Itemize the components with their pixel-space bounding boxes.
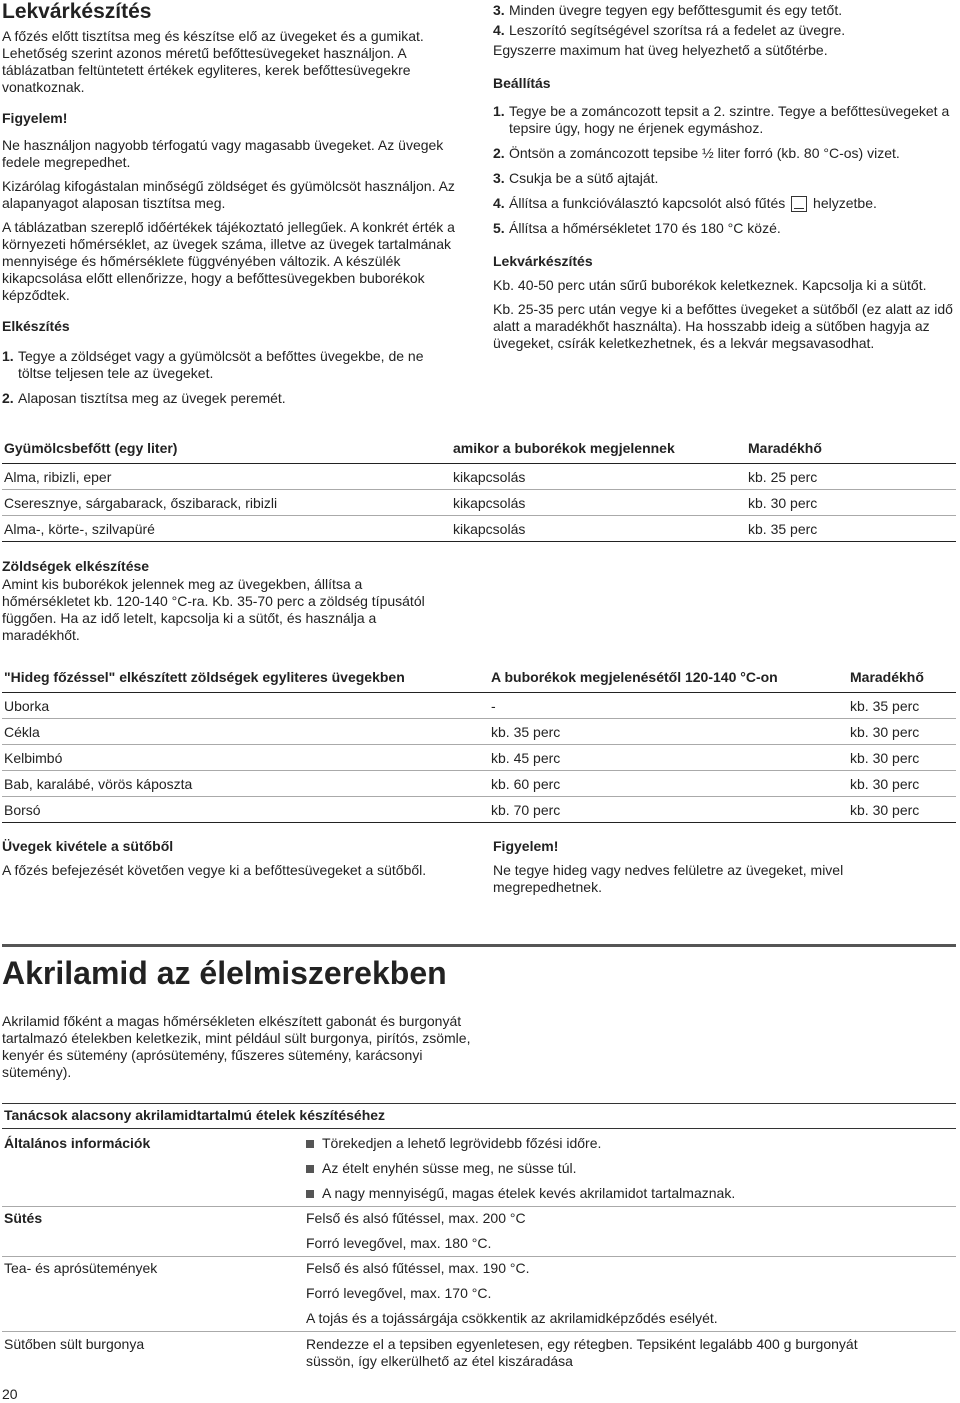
list-item: Felső és alsó fűtéssel, max. 200 °C — [306, 1210, 526, 1226]
fruit-table — [2, 438, 956, 542]
bottom-heat-icon — [791, 196, 807, 212]
prep-step: 2. Alaposan tisztítsa meg az üvegek peremét. — [2, 390, 286, 406]
jam-subtitle: Lekvárkészítés — [493, 253, 593, 270]
time-values-text: A táblázatban szereplő időértékek tájékoztató jellegűek. A konkrét érték a környezeti hőmérséklet, az üvegek száma, illetve az üvegek tartalmának mennyisége és hőmérséklete függvényében változik. A készülék kikapcsolása előtt ellenőrizze, hogy a befőttesüvegekben buborékok képződtek. — [2, 219, 455, 303]
removal-title: Üvegek kivétele a sütőből — [2, 838, 174, 854]
warning2-text: Ne tegye hideg vagy nedves felületre az üvegeket, mivel megrepedhetnek. — [493, 862, 844, 895]
warning-block — [493, 838, 943, 903]
table-row: Alma, ribizli, eper kikapcsolás kb. 25 perc — [2, 464, 956, 490]
intro-text: A főzés előtt tisztítsa meg és készítse elő az üvegeket és a gumikat. Lehetőség szerint azonos méretű befőttesüvegeket használjon. A táblázatban feltüntetett értékek egyliteres, kerek befőttesüvegekre vonatkoznak. — [2, 28, 424, 95]
veg-title: Zöldségek elkészítése — [2, 558, 150, 574]
seal-step: 3. Minden üvegre tegyen egy befőttesgumit és egy tetőt. — [493, 2, 843, 18]
tips-values — [306, 1206, 946, 1256]
max-jars-note: Egyszerre maximum hat üveg helyezhető a sütőtérbe. — [493, 42, 828, 58]
list-item: A nagy mennyiségű, magas ételek kevés akrilamidot tartalmaznak. — [306, 1181, 946, 1206]
settings-step: 5. Állítsa a hőmérsékletet 170 és 180 °C közé. — [493, 220, 781, 237]
tips-values — [306, 1131, 946, 1206]
bullet-icon — [306, 1165, 314, 1173]
table-row: Bab, karalábé, vörös káposzta kb. 60 perc kb. 30 perc — [2, 771, 956, 797]
table-header: Maradékhő — [848, 667, 956, 693]
tips-label: Sütés — [4, 1210, 43, 1226]
warning-text: Ne használjon nagyobb térfogatú vagy magasabb üvegeket. Az üvegek fedele megrepedhet. — [2, 137, 444, 170]
list-item: Az ételt enyhén süsse meg, ne süsse túl. — [306, 1156, 946, 1181]
table-header: Gyümölcsbefőtt (egy liter) — [2, 438, 451, 464]
tips-row-general — [0, 1131, 956, 1206]
table-header: "Hideg főzéssel" elkészített zöldségek egyliteres üvegekben — [2, 667, 489, 693]
veg-prep — [2, 558, 452, 651]
settings-step: 1. Tegye be a zománcozott tepsit a 2. szintre. Tegye a befőttesüvegeket a tepsire úgy, hogy ne érjenek egymáshoz. — [493, 103, 950, 136]
tips-row-baking — [0, 1206, 956, 1256]
settings-title: Beállítás — [493, 75, 551, 91]
table-header: Maradékhő — [746, 438, 956, 464]
settings-step: 4. Állítsa a funkcióválasztó kapcsolót alsó fűtés helyzetbe. — [493, 195, 877, 211]
tips-title: Tanácsok alacsony akrilamidtartalmú ételek készítéséhez — [4, 1107, 386, 1123]
table-row: Borsó kb. 70 perc kb. 30 perc — [2, 797, 956, 823]
tips-label: Általános információk — [4, 1135, 151, 1151]
acrylamide-section — [2, 955, 472, 1088]
table-header-row — [2, 667, 956, 693]
veg-text: Amint kis buborékok jelennek meg az üvegekben, állítsa a hőmérsékletet kb. 120-140 °C-ra. Kb. 35-70 perc a zöldség típusától függően. Ha az idő letelt, kapcsolja ki a sütőt, és használja a maradékhőt. — [2, 576, 425, 643]
settings-steps — [493, 103, 953, 237]
list-item: A tojás és a tojássárgája csökkentik az akrilamidképződés esélyét. — [306, 1310, 718, 1326]
prep-step: 1. Tegye a zöldséget vagy a gyümölcsöt a befőttes üvegekbe, de ne töltse teljesen tele az üvegeket. — [2, 348, 424, 381]
list-item: Forró levegővel, max. 180 °C. — [306, 1235, 492, 1251]
tips-values — [306, 1256, 946, 1331]
section-title-jam: Lekvárkészítés — [2, 0, 152, 23]
list-item: Forró levegővel, max. 170 °C. — [306, 1285, 492, 1301]
list-item: Rendezze el a tepsiben egyenletesen, egy rétegben. Tepsiként legalább 400 g burgonyát süssön, így elkerülhető az étel kiszáradása — [306, 1336, 858, 1369]
settings-step: 3. Csukja be a sütő ajtaját. — [493, 170, 659, 186]
table-header: amikor a buborékok megjelennek — [451, 438, 746, 464]
jam-text-1: Kb. 40-50 perc után sűrű buborékok keletkeznek. Kapcsolja ki a sütőt. — [493, 277, 927, 294]
warning-label: Figyelem! — [2, 110, 68, 126]
removal-text: A főzés befejezését követően vegye ki a befőttesüvegeket a sütőből. — [2, 862, 427, 878]
acrylamide-text: Akrilamid főként a magas hőmérsékleten elkészített gabonát és burgonyát tartalmazó ételekben keletkezik, mint például sült burgonya, pirítós, zsömle, kenyér és sütemény (aprósütemény, fűszeres sütemény, karácsonyi sütemény). — [2, 1013, 471, 1080]
removal-block — [2, 838, 452, 886]
prep-steps — [2, 348, 460, 407]
tips-label: Sütőben sült burgonya — [4, 1336, 145, 1352]
seal-step: 4. Leszorító segítségével szorítsa rá a fedelet az üvegre. — [493, 22, 846, 38]
bullet-icon — [306, 1140, 314, 1148]
seal-steps — [493, 2, 953, 39]
table-header-row — [2, 438, 956, 464]
tips-label: Tea- és aprósütemények — [4, 1260, 158, 1276]
jam-text-2: Kb. 25-35 perc után vegye ki a befőttes üvegeket a sütőből (ez alatt az idő alatt a maradékhőt használta). Ha hosszabb ideig a sütőben hagyja az üvegeket, csírák keletkezhetnek, és a lekvár megsavasodhat. — [493, 301, 953, 352]
tips-top-rule — [2, 1103, 956, 1104]
page-number: 20 — [2, 1386, 18, 1402]
list-item: Törekedjen a lehető legrövidebb főzési időre. — [306, 1131, 946, 1156]
warning2-title: Figyelem! — [493, 838, 559, 854]
divider — [2, 1331, 956, 1332]
section-divider — [2, 944, 956, 947]
quality-text: Kizárólag kifogástalan minőségű zöldséget és gyümölcsöt használjon. Az alapanyagot alaposan tisztítsa meg. — [2, 178, 455, 211]
veg-table — [2, 667, 956, 823]
list-item: Felső és alsó fűtéssel, max. 190 °C. — [306, 1260, 530, 1276]
tips-row-biscuits — [0, 1256, 956, 1331]
bullet-icon — [306, 1190, 314, 1198]
tips-header-rule — [2, 1128, 956, 1129]
table-row: Uborka - kb. 35 perc — [2, 693, 956, 719]
right-column — [493, 2, 953, 359]
table-row: Cseresznye, sárgabarack, őszibarack, ribizli kikapcsolás kb. 30 perc — [2, 490, 956, 516]
table-row: Kelbimbó kb. 45 perc kb. 30 perc — [2, 745, 956, 771]
prep-title: Elkészítés — [2, 318, 70, 334]
table-row: Alma-, körte-, szilvapüré kikapcsolás kb. 35 perc — [2, 516, 956, 542]
acrylamide-title: Akrilamid az élelmiszerekben — [2, 955, 447, 991]
tips-values — [306, 1336, 906, 1370]
settings-step: 2. Öntsön a zománcozott tepsibe ½ liter forró (kb. 80 °C-os) vizet. — [493, 145, 900, 161]
table-header: A buborékok megjelenésétől 120-140 °C-on — [489, 667, 848, 693]
table-row: Cékla kb. 35 perc kb. 30 perc — [2, 719, 956, 745]
left-column — [2, 0, 460, 415]
